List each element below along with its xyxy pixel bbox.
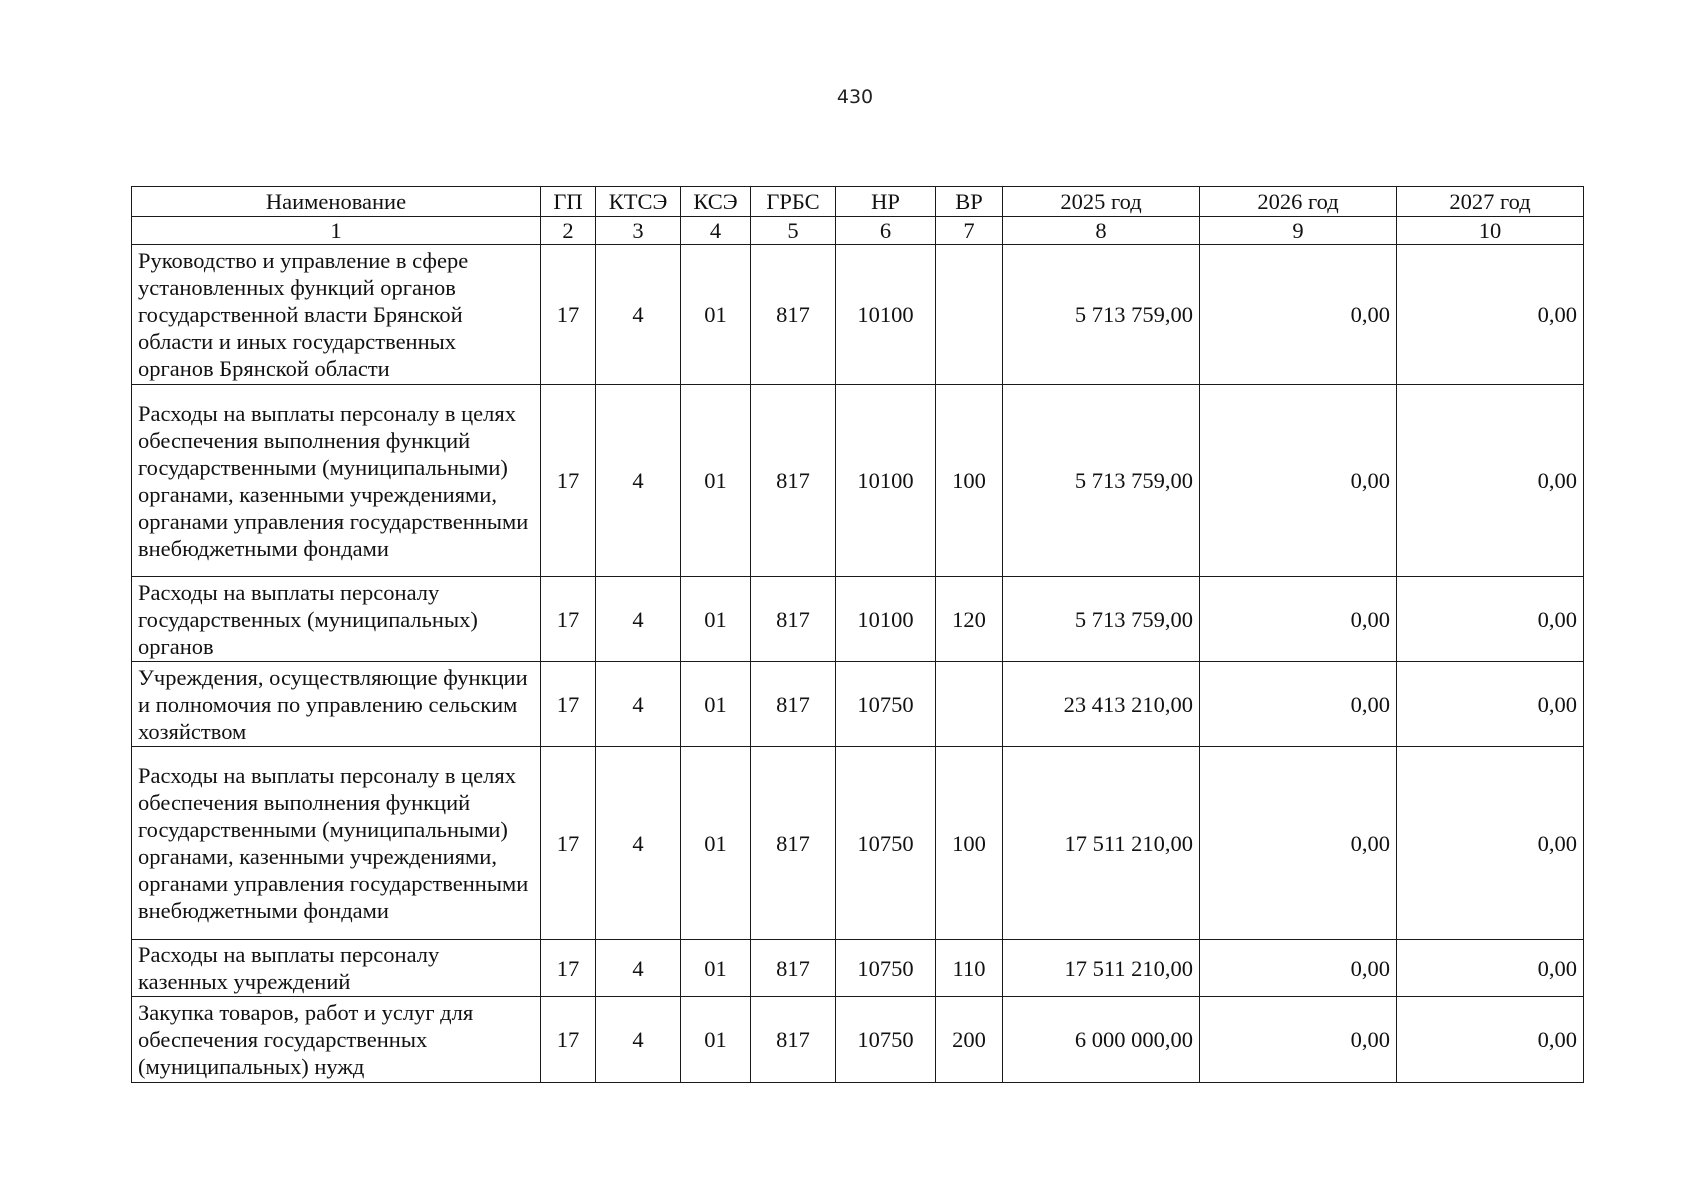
row-amount-2025: 5 713 759,00 <box>1003 577 1200 662</box>
row-kse: 01 <box>681 997 751 1083</box>
row-gp: 17 <box>541 577 596 662</box>
row-grbs: 817 <box>751 997 836 1083</box>
row-amount-2025: 5 713 759,00 <box>1003 385 1200 577</box>
row-vr: 200 <box>936 997 1003 1083</box>
row-nr: 10750 <box>836 662 936 747</box>
row-amount-2027: 0,00 <box>1397 385 1584 577</box>
row-ktse: 4 <box>596 245 681 385</box>
row-ktse: 4 <box>596 747 681 940</box>
row-name: Руководство и управление в сфере установленных функций органов государственной власти Брянской области и иных государственных органов Брянской области <box>132 245 541 385</box>
table-row <box>132 245 1584 385</box>
row-grbs: 817 <box>751 245 836 385</box>
column-number: 7 <box>936 217 1003 245</box>
row-grbs: 817 <box>751 662 836 747</box>
column-number: 10 <box>1397 217 1584 245</box>
page-number: 430 <box>836 86 874 108</box>
header-row <box>132 187 1584 217</box>
row-grbs: 817 <box>751 577 836 662</box>
row-kse: 01 <box>681 577 751 662</box>
header-2026: 2026 год <box>1200 187 1397 217</box>
row-amount-2026: 0,00 <box>1200 577 1397 662</box>
header-gp: ГП <box>541 187 596 217</box>
row-amount-2026: 0,00 <box>1200 385 1397 577</box>
row-nr: 10100 <box>836 245 936 385</box>
column-number-row <box>132 217 1584 245</box>
row-kse: 01 <box>681 245 751 385</box>
row-amount-2026: 0,00 <box>1200 940 1397 997</box>
row-vr: 100 <box>936 385 1003 577</box>
row-nr: 10100 <box>836 577 936 662</box>
row-nr: 10750 <box>836 747 936 940</box>
header-grbs: ГРБС <box>751 187 836 217</box>
column-number: 6 <box>836 217 936 245</box>
row-amount-2026: 0,00 <box>1200 662 1397 747</box>
row-vr <box>936 662 1003 747</box>
row-name: Расходы на выплаты персоналу в целях обеспечения выполнения функций государственными (муниципальными) органами, казенными учреждениями, органами управления государственными внебюджетными фондами <box>132 747 541 940</box>
row-kse: 01 <box>681 940 751 997</box>
row-name: Расходы на выплаты персоналу в целях обеспечения выполнения функций государственными (муниципальными) органами, казенными учреждениями, органами управления государственными внебюджетными фондами <box>132 385 541 577</box>
column-number: 4 <box>681 217 751 245</box>
row-amount-2027: 0,00 <box>1397 997 1584 1083</box>
row-nr: 10750 <box>836 940 936 997</box>
row-amount-2025: 23 413 210,00 <box>1003 662 1200 747</box>
row-kse: 01 <box>681 747 751 940</box>
row-gp: 17 <box>541 662 596 747</box>
row-vr: 100 <box>936 747 1003 940</box>
row-vr <box>936 245 1003 385</box>
row-amount-2026: 0,00 <box>1200 245 1397 385</box>
header-vr: ВР <box>936 187 1003 217</box>
row-grbs: 817 <box>751 940 836 997</box>
row-amount-2025: 17 511 210,00 <box>1003 940 1200 997</box>
row-ktse: 4 <box>596 577 681 662</box>
row-ktse: 4 <box>596 662 681 747</box>
column-number: 8 <box>1003 217 1200 245</box>
column-number: 1 <box>132 217 541 245</box>
header-nr: НР <box>836 187 936 217</box>
row-name: Расходы на выплаты персоналу государственных (муниципальных) органов <box>132 577 541 662</box>
row-grbs: 817 <box>751 747 836 940</box>
row-gp: 17 <box>541 245 596 385</box>
row-amount-2027: 0,00 <box>1397 577 1584 662</box>
row-ktse: 4 <box>596 385 681 577</box>
header-name: Наименование <box>132 187 541 217</box>
column-number: 2 <box>541 217 596 245</box>
row-amount-2027: 0,00 <box>1397 940 1584 997</box>
column-number: 3 <box>596 217 681 245</box>
table-row <box>132 997 1584 1083</box>
table-row <box>132 940 1584 997</box>
table-row <box>132 577 1584 662</box>
row-vr: 120 <box>936 577 1003 662</box>
header-2025: 2025 год <box>1003 187 1200 217</box>
row-name: Учреждения, осуществляющие функции и полномочия по управлению сельским хозяйством <box>132 662 541 747</box>
row-vr: 110 <box>936 940 1003 997</box>
row-name: Закупка товаров, работ и услуг для обеспечения государственных (муниципальных) нужд <box>132 997 541 1083</box>
row-amount-2027: 0,00 <box>1397 747 1584 940</box>
column-number: 5 <box>751 217 836 245</box>
row-amount-2025: 5 713 759,00 <box>1003 245 1200 385</box>
row-ktse: 4 <box>596 997 681 1083</box>
row-ktse: 4 <box>596 940 681 997</box>
row-kse: 01 <box>681 662 751 747</box>
row-nr: 10750 <box>836 997 936 1083</box>
table-row <box>132 385 1584 577</box>
row-name: Расходы на выплаты персоналу казенных учреждений <box>132 940 541 997</box>
header-kse: КСЭ <box>681 187 751 217</box>
row-nr: 10100 <box>836 385 936 577</box>
row-amount-2026: 0,00 <box>1200 997 1397 1083</box>
row-amount-2025: 6 000 000,00 <box>1003 997 1200 1083</box>
header-2027: 2027 год <box>1397 187 1584 217</box>
row-grbs: 817 <box>751 385 836 577</box>
row-amount-2025: 17 511 210,00 <box>1003 747 1200 940</box>
row-gp: 17 <box>541 940 596 997</box>
row-gp: 17 <box>541 997 596 1083</box>
header-ktse: КТСЭ <box>596 187 681 217</box>
row-amount-2027: 0,00 <box>1397 662 1584 747</box>
row-gp: 17 <box>541 385 596 577</box>
table-row <box>132 747 1584 940</box>
row-gp: 17 <box>541 747 596 940</box>
row-kse: 01 <box>681 385 751 577</box>
row-amount-2026: 0,00 <box>1200 747 1397 940</box>
table-row <box>132 662 1584 747</box>
budget-table <box>131 186 1584 1083</box>
column-number: 9 <box>1200 217 1397 245</box>
row-amount-2027: 0,00 <box>1397 245 1584 385</box>
